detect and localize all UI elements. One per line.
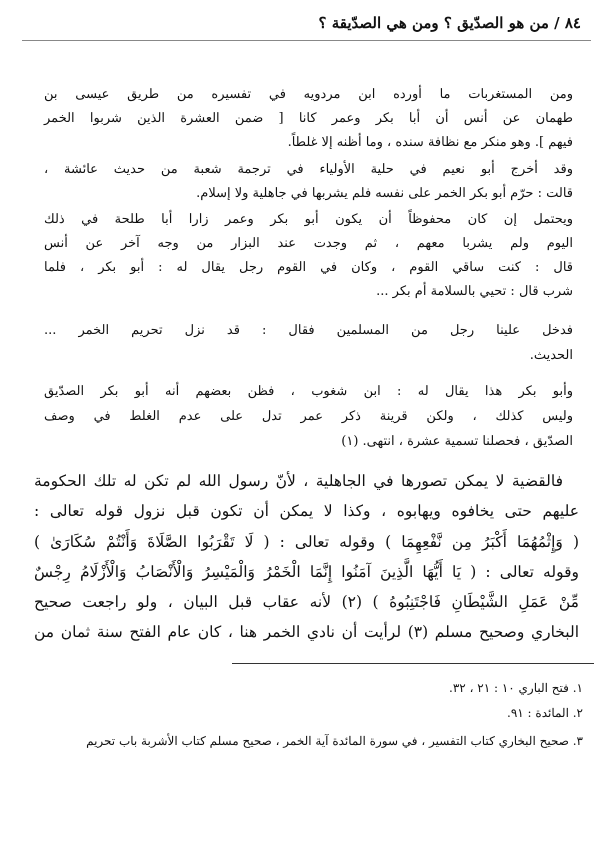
- quote-line: وقد أخرج أبو نعيم في حلية الأولياء في ترجمة شعبة من حديث عائشة ،: [44, 162, 573, 177]
- quote-line: وليس كذلك ، ولكن قرينة ذكر عمر تدل على عدم الغلط في وصف: [44, 409, 573, 424]
- quote-line: طهمان عن أنس أن أبا بكر وعمر كانا [ ضمن العشرة الذين شربوا الخمر: [44, 111, 573, 126]
- quote-line: قالت : حرّم أبو بكر الخمر على نفسه فلم يشربها في جاهلية ولا إسلام.: [196, 186, 573, 201]
- quote-line: فدخل علينا رجل من المسلمين فقال : قد نزل تحريم الخمر ...: [44, 323, 573, 338]
- quote-line: ويحتمل إن كان محفوظاً أن يكون أبو بكر وعمر زارا أبا طلحة في ذلك: [44, 212, 573, 227]
- quote-line: الصدّيق ، فحصلنا تسمية عشرة ، انتهى. (١): [341, 434, 573, 449]
- footnote: ٣. صحيح البخاري كتاب التفسير ، في سورة المائدة آية الخمر ، صحيح مسلم كتاب الأشربة باب تحريم: [86, 734, 583, 748]
- quote-line: وأبو بكر هذا يقال له : ابن شغوب ، فظن بعضهم أنه أبو بكر الصدّيق: [44, 384, 573, 399]
- quote-line: ومن المستغربات ما أورده ابن مردويه في تفسيره من طريق عيسى بن: [44, 87, 573, 102]
- body-line: ( وَإِثْمُهُمَا أَكْبَرُ مِن نَّفْعِهِمَا ) وقوله تعالى : ( لَا تَقْرَبُوا الصَّلَاةَ وَأَنْتُمْ سُكَارَىٰ ): [34, 533, 579, 551]
- body-line: عليهم حتى يخافوه ويهابوه ، وكذا لا يمكن أن تكون قبل نزول قوله تعالى :: [34, 502, 579, 520]
- quote-line: اليوم ولم يشربا معهم ، ثم وجدت عند البزار من وجه آخر عن أنس: [44, 236, 573, 251]
- quote-line: الحديث.: [529, 348, 573, 363]
- footnote: ١. فتح الباري ١٠ : ٢١ ، ٣٢.: [449, 681, 583, 695]
- header-divider: [22, 40, 591, 41]
- page-header: ٨٤ / من هو الصدّيق ؟ ومن هي الصدّيقة ؟: [318, 14, 581, 32]
- body-line: البخاري وصحيح مسلم (٣) لرأيت أن نادي الخمر هنا ، كان عام الفتح سنة ثمان من: [34, 623, 579, 641]
- quote-line: فيهم ]. وهو منكر مع نظافة سنده ، وما أظنه إلا غلطاً.: [287, 135, 573, 150]
- body-line: فالقضية لا يمكن تصورها في الجاهلية ، لأنّ رسول الله لم تكن له تلك الحكومة: [34, 472, 563, 490]
- body-line: مِّنْ عَمَلِ الشَّيْطَانِ فَاجْتَنِبُوهُ ) (٢) لأنه عقاب قبل البيان ، ولو راجعت صحيح: [34, 593, 579, 611]
- footnote-divider: [232, 663, 594, 664]
- quote-line: شرب قال : تحيي بالسلامة أم بكر ...: [376, 284, 573, 299]
- quote-line: قال : كنت ساقي القوم ، وكان في القوم رجل يقال له : أبو بكر ، فلما: [44, 260, 573, 275]
- footnote: ٢. المائدة : ٩١.: [507, 706, 583, 720]
- body-line: وقوله تعالى : ( يَا أَيُّهَا الَّذِينَ آمَنُوا إِنَّمَا الْخَمْرُ وَالْمَيْسِرُ وَالْأَنْصَابُ وَالْأَزْلَامُ رِجْسٌ: [34, 563, 579, 581]
